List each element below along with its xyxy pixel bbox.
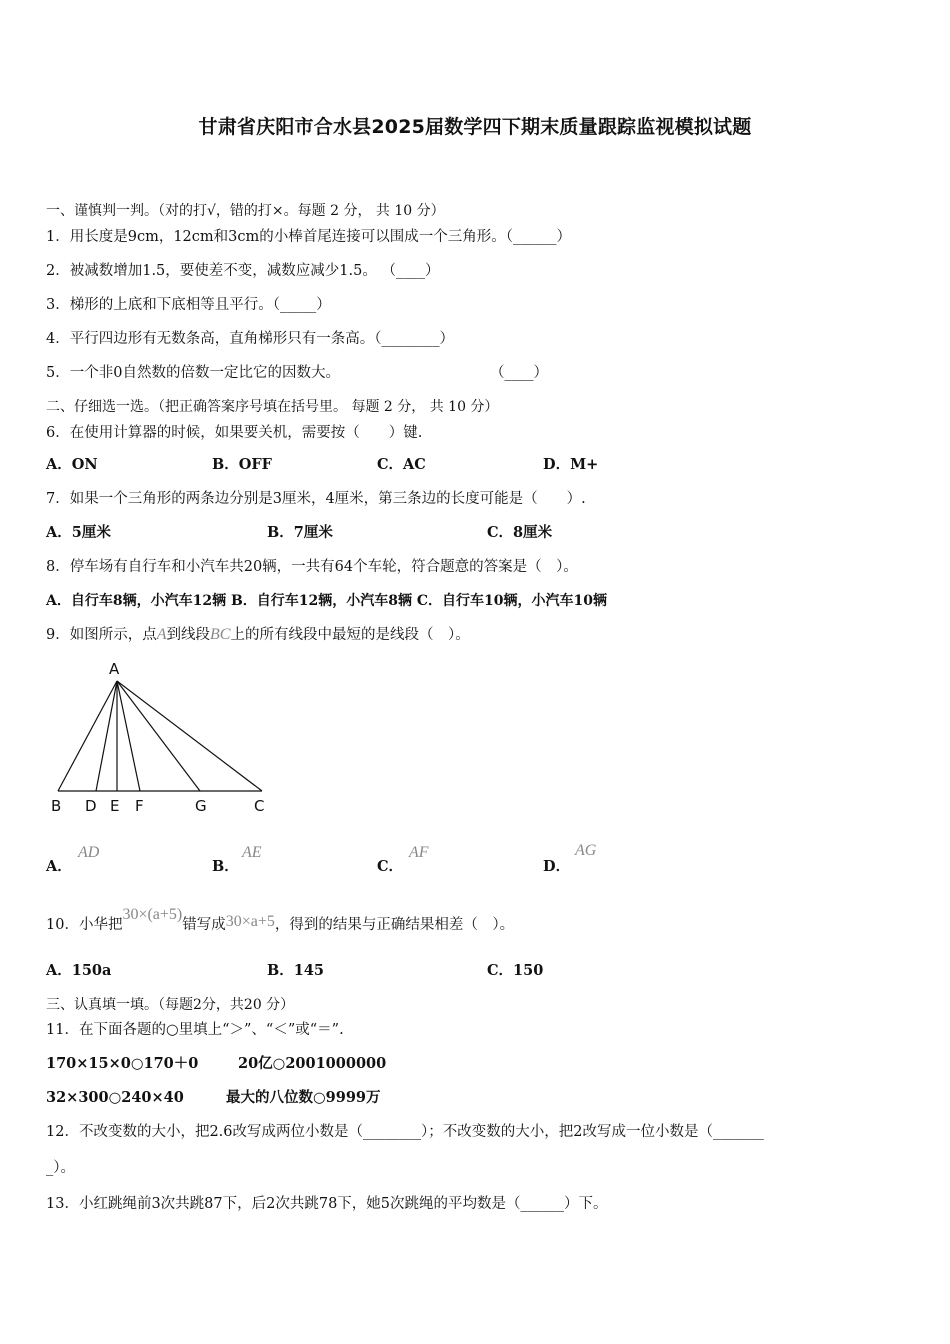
q9-option-b-value: AE <box>242 844 262 861</box>
question-8: 8．停车场有自行车和小汽车共20辆，一共有64个车轮，符合题意的答案是（ ）。 <box>46 559 578 575</box>
section1-heading: 一、谨慎判一判。（对的打√，错的打×。每题 2 分， 共 10 分） <box>46 203 445 219</box>
segment-ad <box>96 681 117 791</box>
q9-option-a-value: AD <box>78 844 100 861</box>
label-b: B <box>51 797 62 815</box>
q6-option-b: B．OFF <box>212 456 272 473</box>
q6-option-c: C．AC <box>377 456 426 473</box>
q8-options: A．自行车8辆，小汽车12辆 B．自行车12辆，小汽车8辆 C．自行车10辆，小汽车10辆 <box>46 593 607 609</box>
question-2: 2．被减数增加1.5，要使差不变，减数应减少1.5。 （____） <box>46 263 440 279</box>
q11-item-a: 170×15×0○170＋0 <box>46 1055 199 1072</box>
label-c: C <box>254 797 265 815</box>
segment-af <box>117 681 140 791</box>
q11-item-d: 最大的八位数○9999万 <box>226 1089 381 1106</box>
label-d: D <box>85 797 97 815</box>
q9-option-a-letter: A． <box>46 858 72 875</box>
q7-option-b: B．7厘米 <box>267 524 333 541</box>
question-5: 5．一个非0自然数的倍数一定比它的因数大。 <box>46 365 340 381</box>
q10-expression-wrong: 30×a+5 <box>225 913 275 930</box>
section3-heading: 三、认真填一填。（每题2分，共20 分） <box>46 997 295 1013</box>
label-g: G <box>195 797 207 815</box>
q11-item-b: 20亿○2001000000 <box>238 1055 387 1072</box>
question-11: 11．在下面各题的○里填上“＞”、“＜”或“＝”. <box>46 1022 344 1038</box>
question-13: 13．小红跳绳前3次共跳87下，后2次共跳78下，她5次跳绳的平均数是（______）下。 <box>46 1196 608 1212</box>
q6-option-a: A．ON <box>46 456 98 473</box>
q6-option-d: D．M+ <box>543 456 599 473</box>
question-7: 7．如果一个三角形的两条边分别是3厘米，4厘米，第三条边的长度可能是（ ）. <box>46 491 586 507</box>
section2-heading: 二、仔细选一选。（把正确答案序号填在括号里。 每题 2 分， 共 10 分） <box>46 399 499 415</box>
q9-option-d-value: AG <box>575 842 597 859</box>
segment-ag <box>117 681 200 791</box>
question-5-blank: （____） <box>490 365 548 381</box>
question-3: 3．梯形的上底和下底相等且平行。（_____） <box>46 297 331 313</box>
question-6: 6．在使用计算器的时候，如果要关机，需要按（ ）键. <box>46 425 423 441</box>
q10-option-c: C．150 <box>487 962 544 979</box>
q9-option-b-letter: B． <box>212 858 239 875</box>
q10-text-post: ，得到的结果与正确结果相差（ ）。 <box>274 917 515 933</box>
q9-point-a: A <box>156 626 167 643</box>
question-1: 1．用长度是9cm，12cm和3cm的小棒首尾连接可以围成一个三角形。（______） <box>46 229 571 245</box>
segment-ac <box>117 681 262 791</box>
q7-option-a: A．5厘米 <box>46 524 111 541</box>
question-12-continued: _）。 <box>46 1160 75 1176</box>
q9-option-c-letter: C． <box>377 858 404 875</box>
label-e: E <box>110 797 120 815</box>
segment-ab <box>58 681 117 791</box>
q9-text-mid: 到线段 <box>166 627 211 643</box>
label-f: F <box>135 797 144 815</box>
q11-item-c: 32×300○240×40 <box>46 1089 184 1106</box>
q10-option-b: B．145 <box>267 962 325 979</box>
question-9 <box>46 625 470 645</box>
question-10 <box>46 906 515 935</box>
triangle-figure <box>40 655 280 820</box>
q10-text-pre: 10．小华把 <box>46 917 123 933</box>
q10-option-a: A．150a <box>46 962 112 979</box>
q10-expression-correct: 30×(a+5) <box>122 906 183 923</box>
q7-option-c: C．8厘米 <box>487 524 553 541</box>
q9-segment-bc: BC <box>210 626 231 643</box>
question-4: 4．平行四边形有无数条高，直角梯形只有一条高。（________） <box>46 331 454 347</box>
question-12: 12．不改变数的大小，把2.6改写成两位小数是（________）；不改变数的大小，把2改写成一位小数是（_______ <box>46 1124 764 1140</box>
q9-option-d-letter: D． <box>543 858 571 875</box>
label-a: A <box>109 660 120 678</box>
q9-text-post: 上的所有线段中最短的是线段（ ）。 <box>230 627 470 643</box>
q9-option-c-value: AF <box>409 844 429 861</box>
q9-text-pre: 9．如图所示，点 <box>46 627 157 643</box>
page-title: 甘肃省庆阳市合水县2025届数学四下期末质量跟踪监视模拟试题 <box>198 116 752 138</box>
q10-text-mid: 错写成 <box>182 917 226 933</box>
